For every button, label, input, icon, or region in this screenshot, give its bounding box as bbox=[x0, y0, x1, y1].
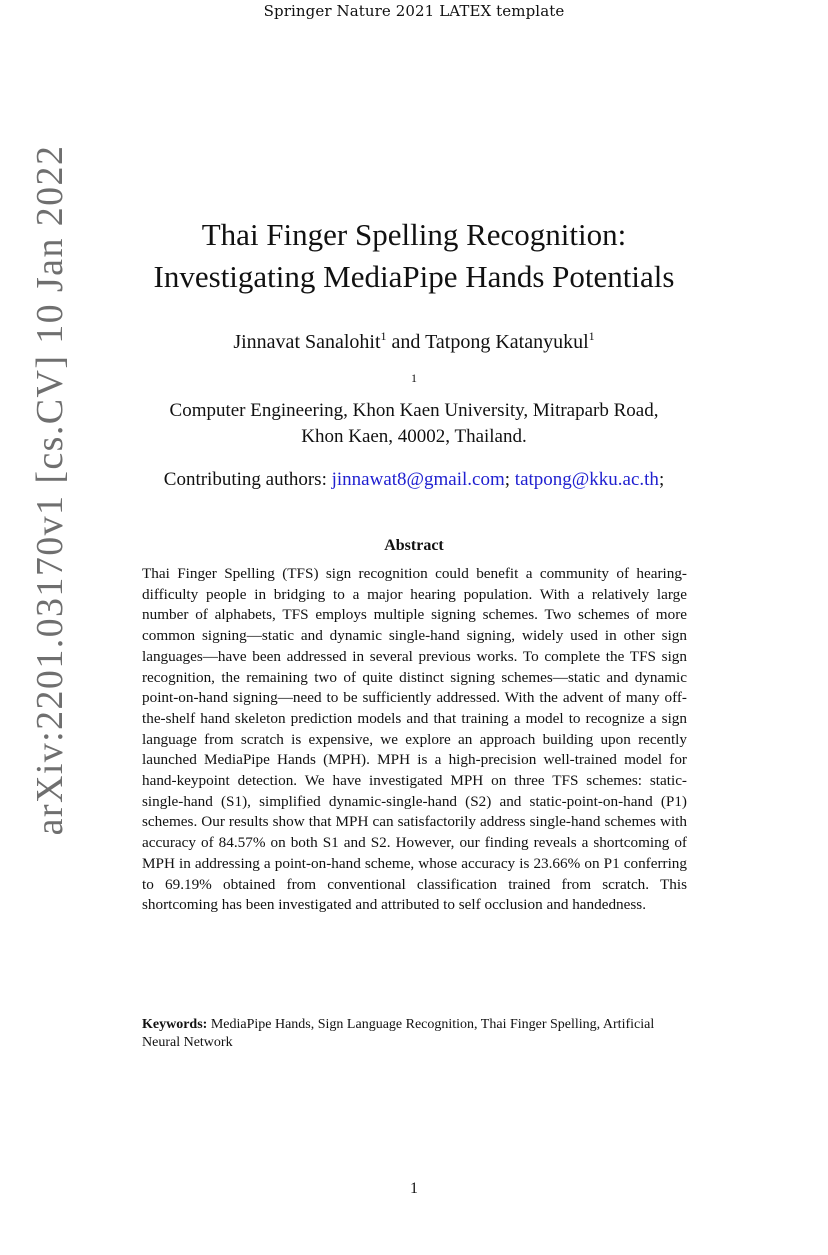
author-conjunction: and bbox=[386, 331, 426, 353]
affiliation-mark: 1 bbox=[411, 371, 417, 385]
author-name: Jinnavat Sanalohit bbox=[233, 331, 381, 353]
separator: ; bbox=[658, 469, 665, 490]
title-line-1: Thai Finger Spelling Recognition: bbox=[201, 217, 627, 252]
affiliation-mark: 1 bbox=[588, 329, 595, 343]
affiliation-line-1 bbox=[100, 372, 728, 424]
page-number: 1 bbox=[410, 1180, 418, 1197]
paper-title bbox=[110, 214, 718, 298]
keywords bbox=[142, 1016, 687, 1052]
running-header: Springer Nature 2021 LATEX template bbox=[263, 2, 565, 20]
affiliation-line-2: Khon Kaen, 40002, Thailand. bbox=[301, 426, 527, 447]
abstract-heading: Abstract bbox=[384, 537, 444, 554]
keywords-text: MediaPipe Hands, Sign Language Recognition, Thai Finger Spelling, Artificial Neural Network bbox=[142, 1017, 655, 1050]
contributing-label: Contributing authors: bbox=[163, 469, 332, 490]
email-link[interactable]: jinnawat8@gmail.com bbox=[331, 469, 505, 490]
abstract-body: Thai Finger Spelling (TFS) sign recognition could benefit a community of hearing-difficulty people in bridging to a major hearing population. With a relatively large number of alphabets, TFS employs multiple signing schemes. Two schemes of more common signing—static and dynamic single-hand signing, widely used in other sign languages—have been addressed in several previous works. To complete the TFS sign recognition, the remaining two of quite distinct signing schemes—static and dynamic point-on-hand signing—need to be sufficiently addressed. With the advent of many off-the-shelf hand skeleton prediction models and that training a model to recognize a sign language from scratch is expensive, we explore an approach building upon recently launched MediaPipe Hands (MPH). MPH is a high-precision well-trained model for hand-keypoint detection. We have investigated MPH on three TFS schemes: static-single-hand (S1), simplified dynamic-single-hand (S2) and static-point-on-hand (P1) schemes. Our results show that MPH can satisfactorily address single-hand schemes with accuracy of 84.57% on both S1 and S2. However, our finding reveals a shortcoming of MPH in addressing a point-on-hand scheme, whose accuracy is 23.66% on P1 conferring to 69.19% obtained from conventional classification trained from scratch. This shortcoming has been investigated and attributed to self occlusion and handedness. bbox=[142, 565, 687, 914]
contributing-authors bbox=[100, 469, 728, 491]
title-line-2: Investigating MediaPipe Hands Potentials bbox=[153, 259, 675, 294]
affiliation bbox=[100, 372, 728, 450]
author-name: Tatpong Katanyukul bbox=[425, 331, 589, 353]
arxiv-identifier-stamp: arXiv:2201.03170v1 [cs.CV] 10 Jan 2022 bbox=[29, 144, 71, 836]
affiliation-text: Computer Engineering, Khon Kaen University, Mitraparb Road, bbox=[169, 400, 659, 421]
email-link[interactable]: tatpong@kku.ac.th bbox=[514, 469, 659, 490]
affiliation-mark: 1 bbox=[380, 329, 387, 343]
separator: ; bbox=[504, 469, 515, 490]
author-list bbox=[100, 331, 728, 354]
keywords-label: Keywords: bbox=[142, 1017, 208, 1032]
